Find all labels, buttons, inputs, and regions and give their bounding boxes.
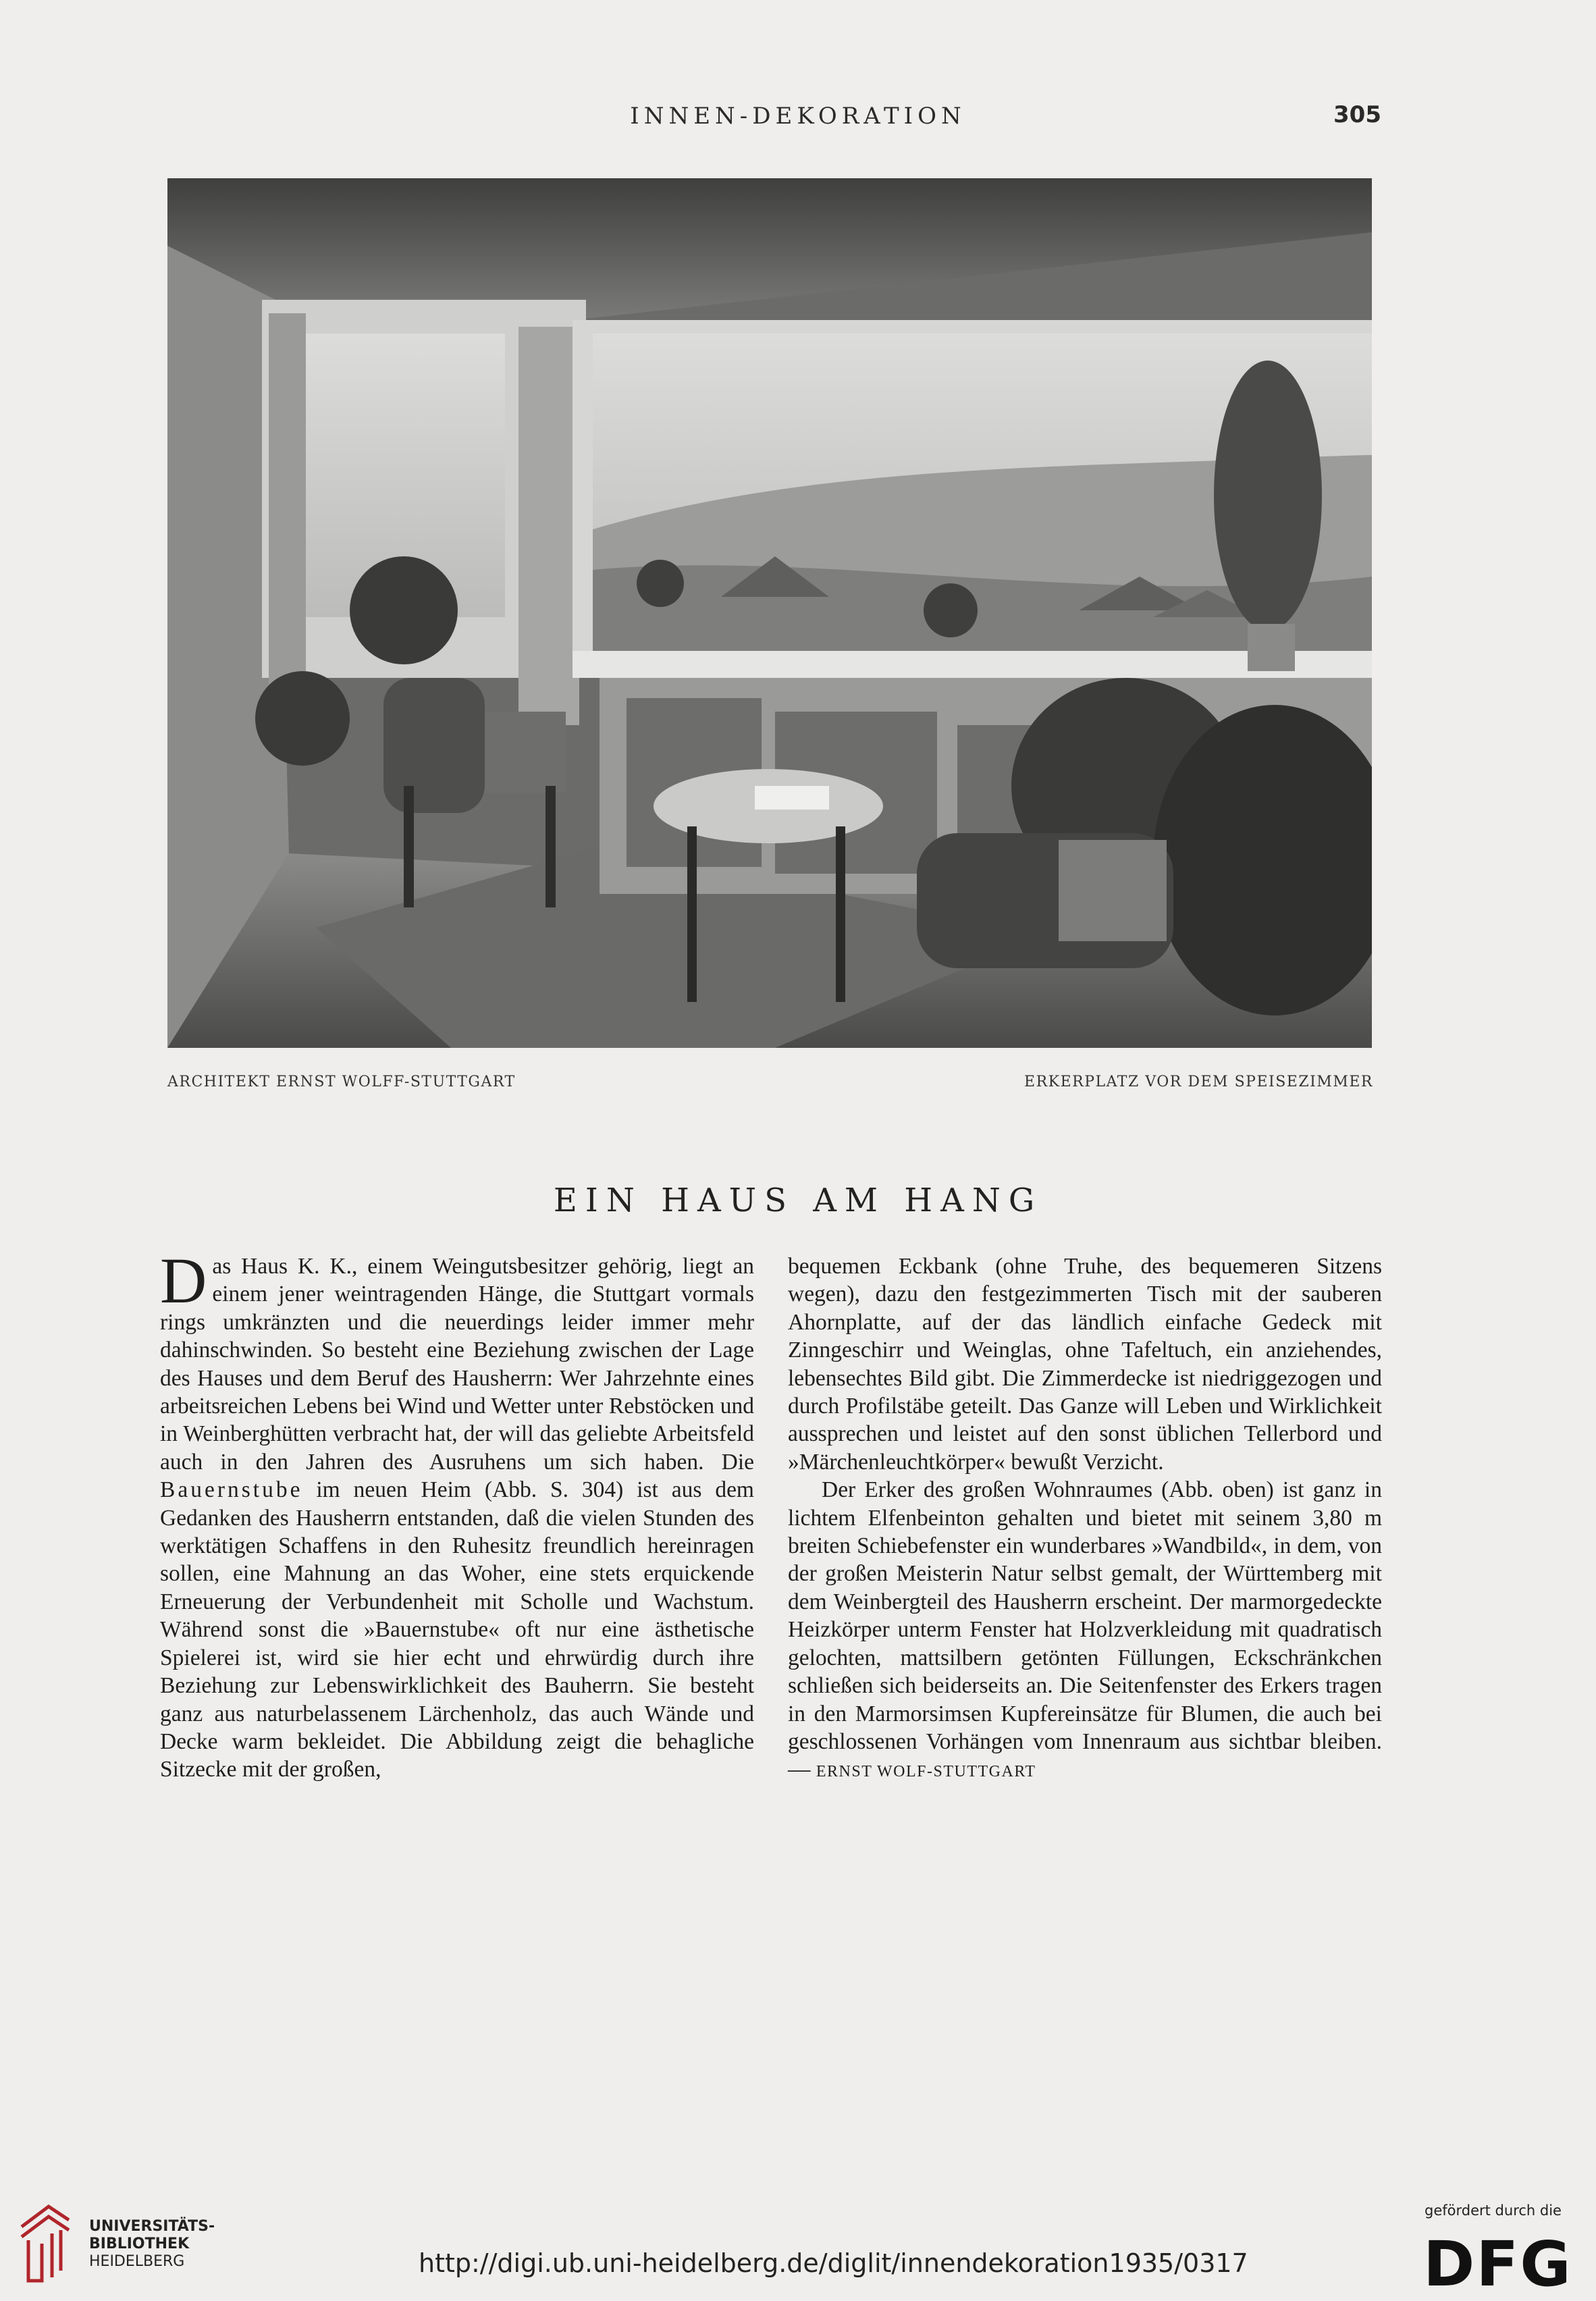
library-name-line: BIBLIOTHEK — [89, 2236, 190, 2252]
paragraph-text: im neuen Heim (Abb. S. 304) ist aus dem Gedanken des Hausherrn entstanden, daß die vielen Stunden des werktätigen Schaffens in den Ruhesitz freundlich hereinragen sollen, eine Mahnung an das Woher, eine stets erquickende Erneuerung der Verbundenheit mit Scholle und Wachstum. Während sonst die »Bauernstube« oft nur eine ästhetische Spielerei ist, wird sie hier echt und ehrwürdig durch ihre Beziehung zur Lebenswirklichkeit des Bauherrn. Sie besteht ganz aus naturbelassenem Lärchenholz, das auch Wände und Decke warm bekleidet. Die Abbildung zeigt die behagliche Sitzecke mit der großen, — [160, 1477, 754, 1782]
library-name-line: UNIVERSITÄTS- — [89, 2218, 215, 2235]
paragraph-text: as Haus K. K., einem Weingutsbesitzer gehörig, liegt an einem jener weintragenden Hänge, die Stuttgart vormals rings umkränzten und die neuerdings leider immer mehr dahinschwinden. So besteht eine Beziehung zwischen der Lage des Hauses und dem Beruf des Hausherrn: Wer Jahrzehnte eines arbeitsreichen Lebens bei Wind und Wetter unter Rebstöcken und in Weinberghütten verbracht hat, der will das geliebte Arbeitsfeld auch in den Jahren des Ausruhens um sich haben. Die — [160, 1254, 754, 1475]
paragraph-text: Der Erker des großen Wohnraumes (Abb. oben) ist ganz in lichtem Elfenbeinton gehalten und bietet mit seinem 3,80 m breiten Schiebefenster ein wunderbares »Wandbild«, in dem, von der großen Meisterin Natur selbst gemalt, der Württemberg mit dem Weinbergteil des Hausherrn erscheint. Der marmorgedeckte Heizkörper unterm Fenster hat Holzverkleidung mit quadratisch gelochten, mattsilbern getönten Füllungen, Eckschränkchen schließen sich beiderseits an. Die Seitenfenster des Erkers tragen in den Marmorsimsen Kupfereinsätze für Blumen, die auch bei geschlossenen Vorhängen vom Innenraum aus sichtbar bleiben. — — [788, 1477, 1382, 1782]
source-url-link[interactable]: http://digi.ub.uni-heidelberg.de/diglit/innendekoration1935/0317 — [419, 2248, 1248, 2278]
paragraph: bequemen Eckbank (ohne Truhe, des bequemeren Sitzens wegen), dazu den festgezimmerten Tisch mit der sauberen Ahornplatte, auf der das ländlich einfache Gedeck mit Zinngeschirr und Weinglas, ohne Tafeltuch, ein anziehendes, lebensechtes Bild gibt. Die Zimmerdecke ist niedriggezogen und durch Profilstäbe geteilt. Das Ganze will Leben und Wirklichkeit aussprechen und leistet auf den sonst üblichen Tellerbord und »Märchenleuchtkörper« bewußt Verzicht. — [788, 1254, 1382, 1475]
dfg-logo: DFG — [1423, 2228, 1572, 2300]
photo-title-caption: ERKERPLATZ VOR DEM SPEISEZIMMER — [1024, 1074, 1373, 1090]
running-head: INNEN-DEKORATION — [630, 103, 966, 130]
body-column-right — [788, 1252, 1382, 1787]
library-logo-icon — [15, 2200, 76, 2287]
body-column-left — [160, 1244, 754, 1784]
interior-photograph — [167, 178, 1372, 1048]
paragraph — [160, 1244, 754, 1784]
drop-cap: D — [160, 1244, 207, 1317]
emphasized-term: Bauernstube — [160, 1477, 303, 1503]
page-number: 305 — [1333, 101, 1381, 128]
library-name-line: HEIDELBERG — [89, 2253, 185, 2270]
paragraph — [788, 1476, 1382, 1786]
article-title: EIN HAUS AM HANG — [553, 1182, 1043, 1219]
library-name — [89, 2218, 215, 2271]
photo-credit-caption: ARCHITEKT ERNST WOLFF-STUTTGART — [167, 1074, 516, 1090]
author-signature: ERNST WOLF-STUTTGART — [816, 1763, 1036, 1781]
funding-note: gefördert durch die — [1425, 2202, 1562, 2219]
